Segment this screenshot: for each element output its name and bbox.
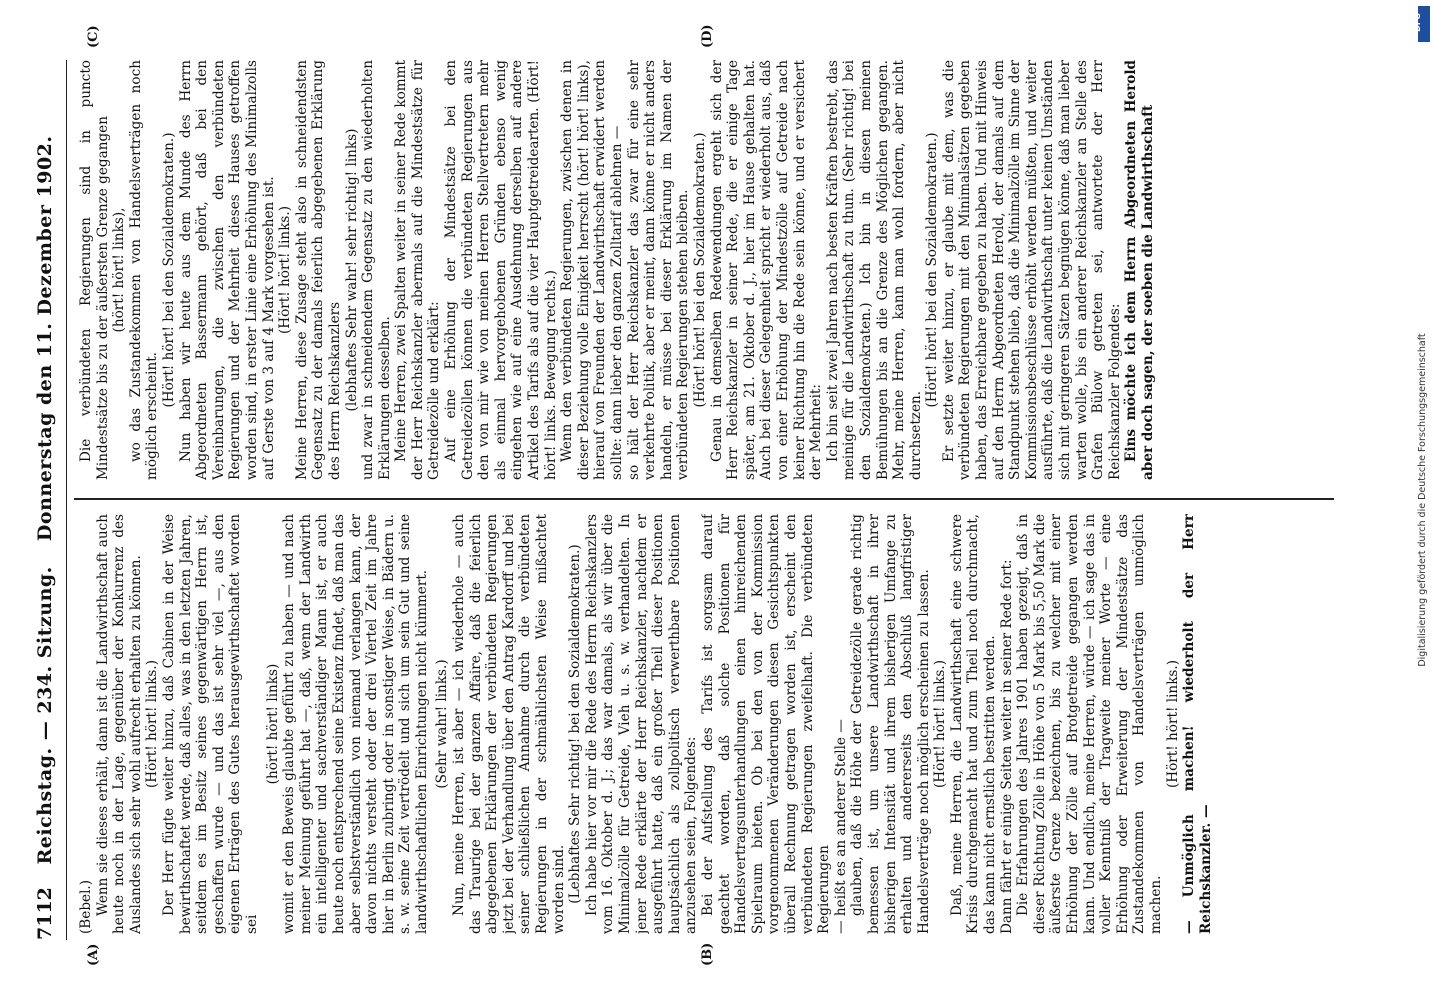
column-divider bbox=[74, 498, 1334, 500]
quotation: Die verbündeten Regierungen sind in puncto Mindestsätze bis zu der äußersten Grenze gegangen bbox=[78, 60, 111, 480]
paragraph: Meine Herren, zwei Spalten weiter in seiner Rede kommt der Herr Reichskanzler abermals auf die Mindestsätze für Getreidezölle und erklärt: bbox=[393, 60, 443, 480]
quotation: wo das Zustandekommen von Handelsverträgen noch möglich erscheint. bbox=[127, 60, 161, 480]
quotation: Wenn den verbündeten Regierungen, zwischen denen in dieser Beziehung volle Einigkeit herrscht (hört! hört! links), hierauf von Freunden der Landwirthschaft erwidert werden sollte: dann lieber den ganzen Zolltarif ablehnen — bbox=[559, 60, 625, 480]
interjection: (Hört! hört! bei den Sozialdemokraten.) bbox=[160, 132, 177, 408]
interjection: (hört! hört! links), bbox=[111, 207, 128, 333]
interjection: (Hört! hört! bei den Sozialdemokraten.) bbox=[691, 132, 708, 408]
session-date: Donnerstag den 11. Dezember 1902. bbox=[34, 135, 56, 542]
dfg-logo bbox=[1412, 6, 1430, 42]
margin-marker-d: (D) bbox=[700, 24, 715, 48]
paragraph: Dann fährt er einige Seiten weiter in seiner Rede fort: bbox=[998, 559, 1015, 934]
paragraph: — Unmöglich machen! wiederholt der Herr Reichskanzler. — bbox=[1181, 514, 1214, 934]
paragraph: Nun haben wir heute aus dem Munde des Herrn Abgeordneten Bassermann gehört, daß bei den Vereinbarungen, die zwischen den verbündeten Regierungen und der Mehrheit dieses Hauses getroffen worden sind, in erster Linie eine Erhöhung des Minimalzolls auf Gerste von 3 auf 4 Mark vorgesehen ist. bbox=[177, 60, 277, 480]
paragraph: womit er den Beweis glaubte geführt zu haben — und nach meiner Meinung geführt hat —, daß, wenn der Landwirth ein intelligenter und sachverständiger Mann ist, er auch heute noch entsprechend seine Existenz findet, daß man das aber selbstverständlich von niemand verlangen kann, der davon nichts versteht oder der drei Viertel Zeit im Jahre hier in Berlin zubringt oder in sonstiger Weise, in Bädern u. s. w. seine Zeit vertrödelt und sich um sein Gut und seine landwirthschaftlichen Einrichtungen nicht kümmert. bbox=[281, 514, 430, 934]
speaker-label: (Bebel.) bbox=[78, 879, 94, 934]
interjection: (Hört! hört! links.) bbox=[1164, 659, 1181, 789]
interjection: (Hört! hört! links.) bbox=[932, 659, 949, 789]
quotation: Eins möchte ich dem Herrn Abgeordneten Herold aber doch sagen, der soeben die Landwirthschaft bbox=[1123, 60, 1156, 480]
paragraph: und zwar in schneidendem Gegensatz zu den wiederholten Erklärungen desselben. bbox=[360, 60, 393, 480]
margin-marker-c: (C) bbox=[86, 25, 101, 48]
header-rule bbox=[66, 60, 67, 940]
paragraph: Meine Herren, diese Zusage steht also in schneidendsten Gegensatz zu der damals feierlich abgegebenen Erklärung des Herrn Reichskanzlers bbox=[293, 60, 343, 480]
paragraph: Ich habe hier vor mir die Rede des Herrn Reichskanzlers vom 16. Oktober d. J.; das war damals, als wir über die Minimalzölle für Getreide, Vieh u. s. w. verhandelten. In jener Rede erklärte der Herr Reichskanzler, nachdem er ausgeführt hatte, daß ein großer Theil dieser Positionen hauptsächlich als zollpolitisch verwerthbare Positionen anzusehen seien, Folgendes: bbox=[583, 514, 700, 934]
quotation: glauben, daß die Höhe der Getreidezölle gerade richtig bemessen ist, um unsere Landwirthschaft in ihrer bisherigen Intensität und ihrem bisherigen Umfange zu erhalten und andererseits den Abschluß langfristiger Handelsverträge noch möglich erscheinen zu lassen. bbox=[849, 514, 932, 934]
dfg-logo-text: DFG bbox=[1412, 13, 1422, 32]
quotation: Die Erfahrungen des Jahres 1901 haben gezeigt, daß in dieser Richtung Zölle in Höhe von 5 Mark bis 5,50 Mark die äußerste Grenze bezeichnen, bis zu welcher mit einer Erhöhung der Zölle auf Brotgetreide gegangen werden kann. Und endlich, meine Herren, würde — ich sage das in voller Kenntniß der Tragweite meiner Worte — eine Erhöhung oder Erweiterung der Mindestsätze das Zustandekommen von Handelsverträgen unmöglich machen. bbox=[1015, 514, 1164, 934]
running-title: Reichstag. — 234. Sitzung. bbox=[34, 566, 56, 865]
quotation: Auf eine Erhöhung der Mindestsätze bei den Getreidezöllen können die verbündeten Regierungen aus den von mir wie von meinen Herren Stellvertretern mehr als einmal hervorgehobenen Gründen ebenso wenig eingehen wie auf eine Ausdehnung derselben auf andere Artikel des Tarifs als auf die vier Hauptgetreidearten. (Hört! hört! links. Bewegung rechts.) bbox=[443, 60, 559, 480]
interjection: (lebhaftes Sehr wahr! sehr richtig! links) bbox=[343, 128, 360, 412]
right-column bbox=[78, 60, 1328, 480]
paragraph: Genau in demselben Redewendungen ergeht sich der Herr Reichskanzler in seiner Rede, die er einige Tage später, am 21. Oktober d. J., hier im Hause gehalten hat. Auch bei dieser Gelegenheit spricht er wiederholt aus, daß von einer Erhöhung der Mindestzölle auf Getreide nach keiner Richtung hin die Rede sein könne, und er versichert der Mehrheit: bbox=[708, 60, 825, 480]
credit-text: Digitalisierung gefördert durch die Deutsche Forschungsgemeinschaft bbox=[1417, 333, 1428, 667]
interjection: (Sehr wahr! links.) bbox=[434, 659, 451, 789]
digitization-credit bbox=[1414, 0, 1432, 1000]
paragraph: — heißt es an anderer Stelle — bbox=[832, 719, 849, 934]
paragraph: Wenn sie dieses erhält, dann ist die Landwirthschaft auch heute noch in der Lage, gegenüber der Konkurrenz des Auslandes sich sehr wohl aufrecht erhalten zu können. bbox=[94, 514, 144, 934]
paragraph: Der Herr fügte weiter hinzu, daß Cabinen in der Weise bewirthschaftet werde, daß alles, was in den letzten Jahren, seitdem es im Besitz seines gegenwärtigen Herrn ist, geschaffen wurde — und das ist sehr viel —, aus den eigenen Erträgen des Gutes herausgewirthschaftet worden sei bbox=[160, 514, 260, 934]
interjection: (Hört! hört! links.) bbox=[277, 205, 294, 335]
left-column bbox=[78, 514, 1328, 934]
margin-marker-a: (A) bbox=[86, 943, 101, 966]
interjection: (hört! hört! links) bbox=[264, 663, 281, 785]
interjection: (Hört! hört! links.) bbox=[144, 659, 161, 789]
paragraph: Er setzte weiter hinzu, er glaube mit dem, was die verbündeten Regierungen mit den Minimalsätzen gegeben haben, das Erreichbare gegeben zu haben. Und mit Hinweis auf den Herrn Abgeordneten Herold, der damals auf dem Standpunkt stehen blieb, daß die Minimalzölle im Sinne der Kommissionsbeschlüsse erhöht werden müßten, und weiter ausführte, daß die Landwirthschaft unter keinen Umständen sich mit geringeren Sätzen begnügen könne, daß man lieber warten wolle, bis ein anderer Reichskanzler an Stelle des Grafen Bülow getreten sei, antwortete der Herr Reichskanzler Folgendes: bbox=[940, 60, 1123, 480]
quotation: Bei der Aufstellung des Tarifs ist sorgsam darauf geachtet worden, daß solche Positionen für Handelsvertragsunterhandlungen einen hinreichenden Spielraum bieten. Ob bei den von der Kommission vorgenommenen Veränderungen diesen Gesichtspunkten überall Rechnung getragen worden ist, erscheint den verbündeten Regierungen zweifelhaft. Die verbündeten Regierungen bbox=[699, 514, 833, 934]
paragraph: so hält der Herr Reichskanzler das zwar für eine sehr verkehrte Politik, aber er meint, dann könne er nicht anders handeln, er müsse bei dieser Erklärung im Namen der verbündeten Regierungen stehen bleiben. bbox=[625, 60, 692, 480]
running-head bbox=[34, 60, 56, 940]
interjection: (Lebhaftes Sehr richtig! bei den Sozialdemokraten.) bbox=[567, 544, 584, 904]
margin-marker-b: (B) bbox=[700, 942, 715, 966]
paragraph: Nun, meine Herren, ist aber — ich wiederhole — auch das Traurige bei der ganzen Affaire, daß die feierlich abgegebenen Erklärungen der verbündeten Regierungen jetzt bei der Verhandlung über den Antrag Kardorff und bei seiner schließlichen Annahme durch die verbündeten Regierungen in der schmählichsten Weise mißachtet worden sind. bbox=[451, 514, 567, 934]
page-header bbox=[34, 60, 74, 940]
quotation: Ich bin seit zwei Jahren nach besten Kräften bestrebt, das meinige für die Landwirthschaft zu thun. (Sehr richtig! bei den Sozialdemokraten.) Ich bin in diesen meinen Bemühungen bis an die Grenze des Möglichen gegangen. Mehr, meine Herren, kann man wohl fordern, aber nicht durchsetzen. bbox=[824, 60, 924, 480]
page-number: 7112 bbox=[34, 887, 56, 940]
interjection: (Hört! hört! bei den Sozialdemokraten.) bbox=[924, 132, 941, 408]
paragraph: Daß, meine Herren, die Landwirthschaft eine schwere Krisis durchgemacht hat und zum Theil noch durchmacht, das kann nicht ernstlich bestritten werden. bbox=[948, 514, 999, 934]
